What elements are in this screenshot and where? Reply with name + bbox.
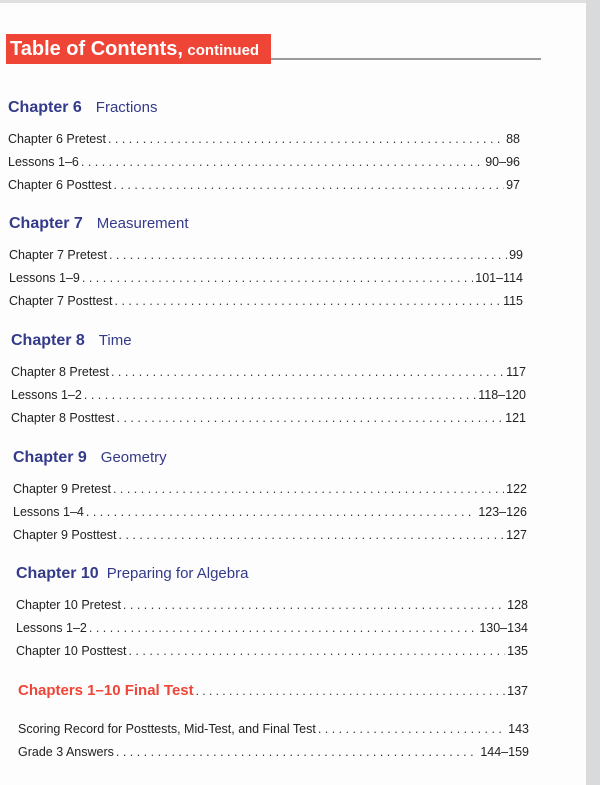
chapter-number: Chapter 9 [13,449,87,466]
dot-leader [113,478,504,501]
toc-entry [13,501,527,524]
chapter-heading [8,97,520,119]
chapter-9-section [13,447,527,547]
toc-entry [8,128,520,151]
toc-entry [16,594,528,617]
entry-label: Chapter 10 Pretest [16,598,121,612]
toc-entry [9,267,523,290]
entry-page: 137 [507,684,528,698]
entry-label: Lessons 1–9 [9,271,80,285]
entry-page: 135 [507,644,528,658]
entry-page: 143 [508,722,529,736]
toc-entry [13,524,527,547]
dot-leader [82,267,473,290]
toc-entry [11,407,526,430]
final-test-entry [18,679,528,703]
chapter-title: Geometry [100,449,167,466]
entry-page: 128 [507,598,528,612]
dot-leader [108,128,504,151]
toc-entry [13,478,527,501]
final-test-section [18,679,528,703]
entry-label: Chapter 10 Posttest [16,644,127,658]
chapter-8-section [11,330,526,430]
dot-leader [81,151,483,174]
entry-label: Chapter 6 Pretest [8,132,106,146]
chapter-7-section [9,213,523,313]
entry-page: 90–96 [485,155,520,169]
chapter-heading [16,563,528,585]
toc-continued: continued [187,42,260,59]
top-edge [0,0,586,3]
final-test-title: Chapters 1–10 Final Test [18,682,194,699]
toc-entry [16,617,528,640]
dot-leader [114,174,505,197]
chapter-title: Fractions [95,99,158,116]
entry-label: Chapter 8 Pretest [11,365,109,379]
entry-label: Chapter 7 Pretest [9,248,107,262]
entry-label: Chapter 7 Posttest [9,294,113,308]
entry-page: 144–159 [480,745,529,759]
header-rule [271,58,541,60]
dot-leader [196,679,506,703]
entry-page: 101–114 [475,271,523,285]
toc-entry [18,741,529,764]
entry-label: Chapter 6 Posttest [8,178,112,192]
chapter-number: Chapter 6 [8,99,82,116]
entry-page: 127 [506,528,527,542]
chapter-number: Chapter 7 [9,215,83,232]
entry-label: Grade 3 Answers [18,745,114,759]
chapter-heading [9,213,523,235]
dot-leader [128,640,505,663]
toc-entry [9,244,523,267]
entry-page: 117 [506,365,526,379]
entry-label: Lessons 1–4 [13,505,84,519]
entry-label: Lessons 1–6 [8,155,79,169]
chapter-heading [13,447,527,469]
entry-label: Lessons 1–2 [16,621,87,635]
toc-entry [16,640,528,663]
dot-leader [115,290,502,313]
entry-label: Lessons 1–2 [11,388,82,402]
toc-entry [8,151,520,174]
entry-label: Chapter 9 Pretest [13,482,111,496]
dot-leader [89,617,477,640]
dot-leader [117,407,504,430]
dot-leader [84,384,476,407]
toc-entry [9,290,523,313]
chapter-title: Time [98,332,132,349]
entry-page: 115 [503,294,523,308]
dot-leader [119,524,505,547]
chapter-10-section [16,563,528,663]
entry-page: 130–134 [479,621,528,635]
chapter-6-section [8,97,520,197]
entry-page: 118–120 [478,388,526,402]
page-edge-shadow [586,0,600,785]
appendix-entries [18,718,529,764]
chapter-number: Chapter 10 [16,565,99,582]
entry-page: 122 [506,482,527,496]
entry-page: 97 [506,178,520,192]
entry-label: Scoring Record for Posttests, Mid-Test, and Final Test [18,722,316,736]
dot-leader [318,718,506,741]
entry-page: 123–126 [478,505,527,519]
toc-entry [8,174,520,197]
chapter-heading [11,330,526,352]
dot-leader [109,244,507,267]
entry-page: 121 [505,411,526,425]
toc-banner [6,34,271,64]
entry-label: Chapter 9 Posttest [13,528,117,542]
entry-page: 88 [506,132,520,146]
entry-label: Chapter 8 Posttest [11,411,115,425]
chapter-number: Chapter 8 [11,332,85,349]
toc-entry [11,361,526,384]
dot-leader [123,594,505,617]
entry-page: 99 [509,248,523,262]
dot-leader [86,501,476,524]
dot-leader [116,741,478,764]
toc-entry [18,718,529,741]
dot-leader [111,361,504,384]
chapter-title: Measurement [96,215,189,232]
toc-title: Table of Contents, [10,38,183,60]
chapter-title: Preparing for Algebra [106,565,249,582]
toc-entry [11,384,526,407]
